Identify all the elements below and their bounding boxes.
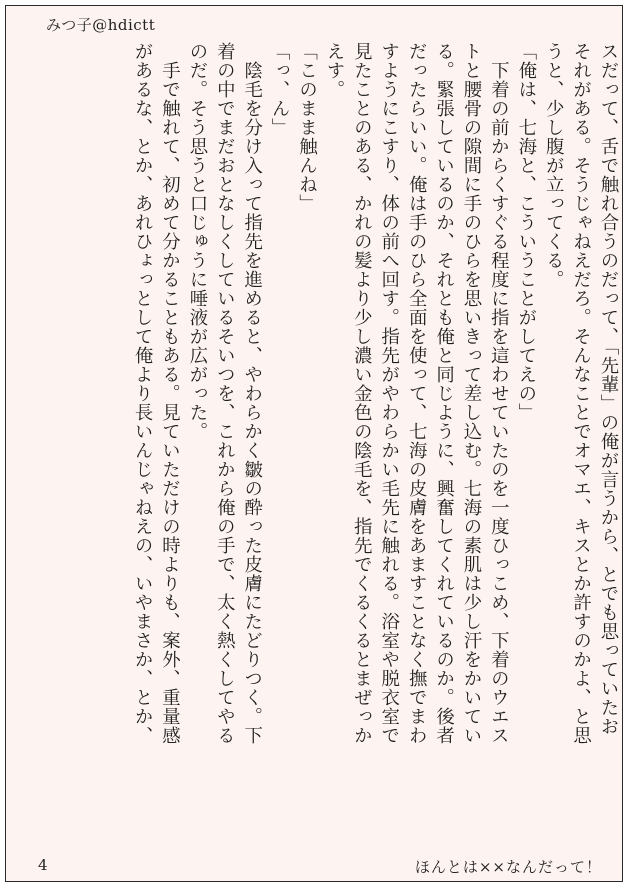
text-line: えす。: [323, 42, 345, 99]
text-line: のだ。そう思うと口じゅうに唾液が広がった。: [186, 42, 208, 441]
text-line: 見たことのある、かれの髪より少し濃い金色の陰毛を、指先でくるくるとまぜっか: [351, 42, 373, 745]
text-line: 下着の前からくすぐる程度に指を這わせていたのを一度ひっこめ、下着のウエス: [488, 42, 510, 745]
text-line: があるな、とか、あれひょっとして俺より長いんじゃねえの、いやまさか、とか、: [132, 42, 154, 745]
text-line: 陰毛を分け入って指先を進めると、やわらかく皺の酔った皮膚にたどりつく。下: [241, 42, 263, 745]
text-line: スだって、舌で触れ合うのだって、「先輩」の俺が言うから、とでも思っていたお: [598, 42, 619, 736]
text-line: すようにこすり、体の前へ回す。指先がやわらかい毛先に触れる。浴室や脱衣室で: [378, 42, 400, 745]
text-line: 「このまま触んね」: [296, 42, 318, 213]
book-page: [5, 5, 623, 882]
vertical-body-text: [22, 42, 622, 842]
text-line: うと、少し腹が立ってくる。: [543, 42, 565, 289]
text-line: 着の中でまだおとなしくしているそいつを、これから俺の手で、太く熱くしてやる: [214, 42, 236, 745]
text-line: る。緊張しているのか、それとも俺と同じように、興奮してくれているのか。後者: [433, 42, 455, 745]
page-number: 4: [38, 856, 48, 874]
text-line: それがある。そうじゃねえだろ。そんなことでオマエ、キスとか許すのかよ、と思: [570, 42, 592, 745]
text-line: 「っ、ん」: [269, 42, 291, 137]
text-line: トと腰骨の隙間に手のひらを思いきって差し込む。七海の素肌は少し汗をかいてい: [460, 42, 482, 745]
running-title: ほんとは××なんだって！: [414, 858, 602, 876]
text-line: 手で触れて、初めて分かることもある。見ていただけの時よりも、案外、重量感: [159, 42, 181, 745]
text-line: 「俺は、七海と、こういうことがしてえの」: [515, 42, 537, 422]
author-credit: みつ子@hdictt: [46, 16, 156, 34]
text-line: だったらいい。俺は手のひら全面を使って、七海の皮膚をあますことなく撫でまわ: [406, 42, 428, 745]
